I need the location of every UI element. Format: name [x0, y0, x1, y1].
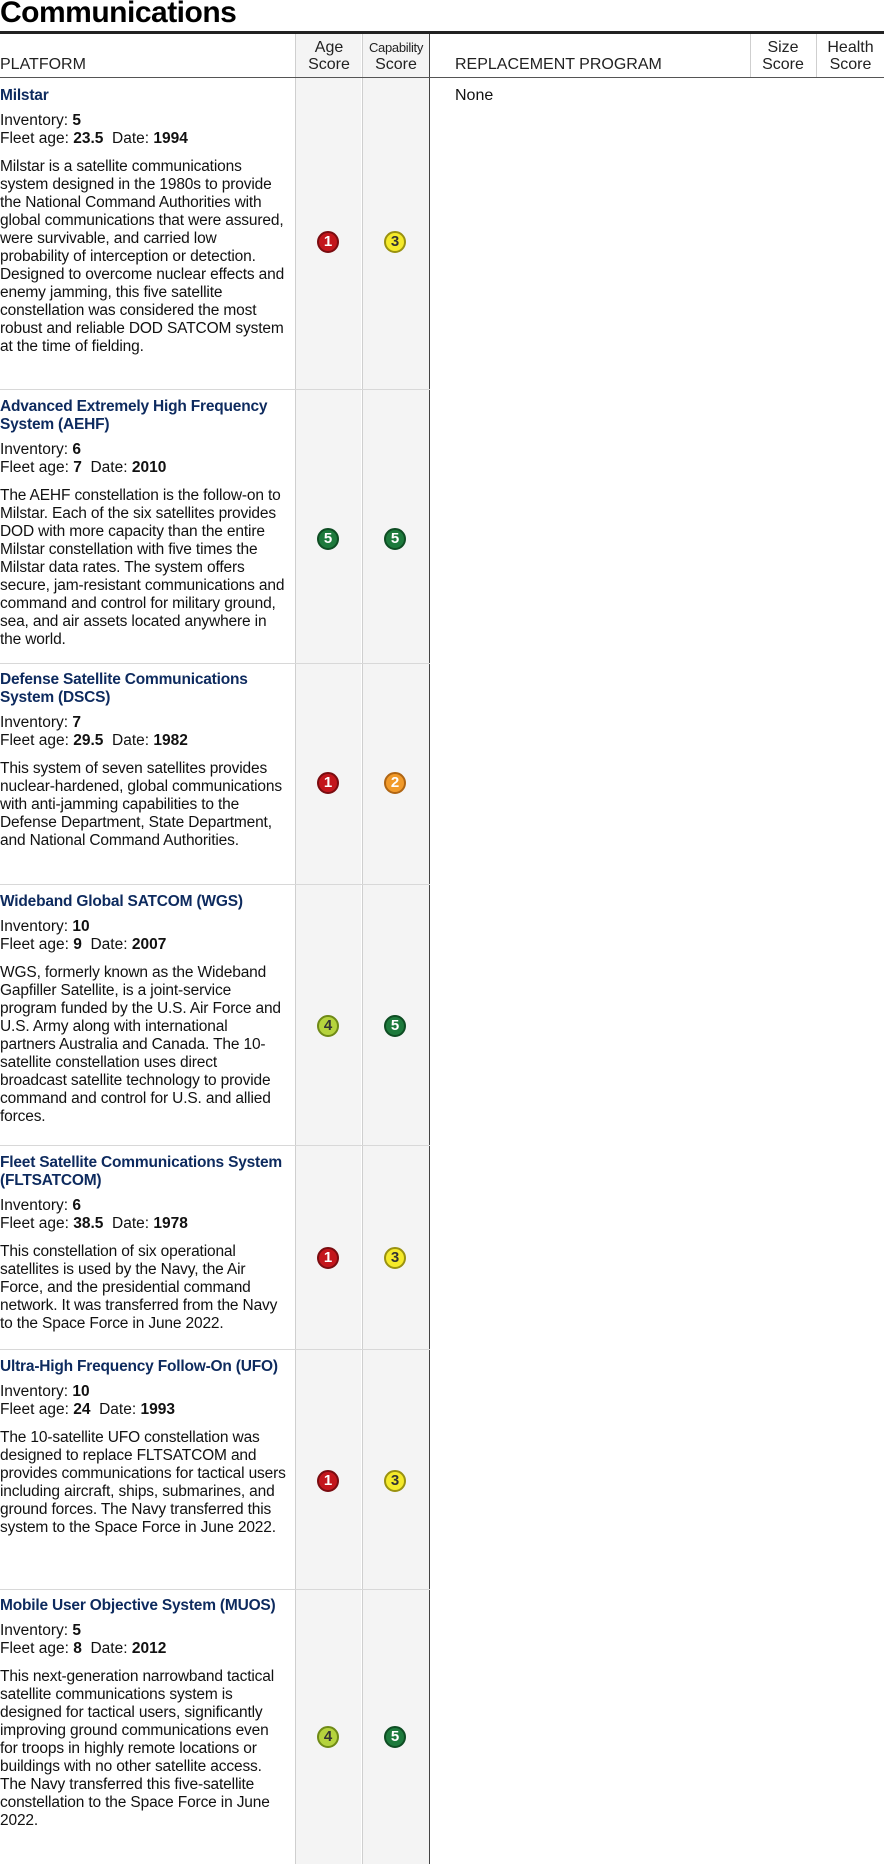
platform-row: [0, 87, 286, 356]
date-value: 2007: [131, 936, 167, 953]
date-value: 1978: [153, 1215, 188, 1232]
fleet-age-value: 24: [73, 1401, 91, 1418]
platform-description: This next-generation narrowband tactical satellite communications system is designed for tactical users, significantly improving ground communications even for troops in highly remote locations or buildings with no other satellite access. The Navy transferred this five-satellite constellation to the Space Force in June 2022.: [0, 1668, 275, 1829]
row-separator: [0, 1589, 430, 1590]
fleet-age-label: Fleet age:: [0, 459, 74, 476]
header-capability-line1: Capability: [368, 40, 424, 55]
date-value: 1993: [140, 1401, 175, 1418]
header-replacement: REPLACEMENT PROGRAM: [455, 56, 662, 73]
fleet-age-line: [0, 732, 286, 750]
platform-name: Fleet Satellite Communications System (FLTSATCOM): [0, 1154, 283, 1189]
date-label: Date:: [103, 732, 154, 749]
fleet-age-line: [0, 1215, 286, 1233]
platform-description: This system of seven satellites provides nuclear-hardened, global communications with anti-jamming capabilities to the Defense Department, State Department, and National Command Authorities.: [0, 760, 282, 849]
header-health-line1: Health: [827, 39, 874, 56]
age-score-badge: 1: [317, 1470, 339, 1492]
platform-row: [0, 1358, 286, 1537]
inventory-label: Inventory:: [0, 1622, 73, 1639]
fleet-age-label: Fleet age:: [0, 936, 74, 953]
date-label: Date:: [81, 459, 132, 476]
capability-score-badge: 3: [384, 1247, 406, 1269]
inventory-label: Inventory:: [0, 441, 73, 458]
platform-name: Wideband Global SATCOM (WGS): [0, 893, 243, 910]
row-separator: [0, 1145, 430, 1146]
fleet-age-value: 29.5: [73, 732, 104, 749]
fleet-age-label: Fleet age:: [0, 1215, 74, 1232]
platform-row: [0, 398, 286, 649]
date-value: 2012: [131, 1640, 167, 1657]
platform-description: The AEHF constellation is the follow-on to Milstar. Each of the six satellites provides DOD with more capacity than the entire Milstar constellation with five times the Milstar data rates. The system offers secure, jam-resistant communications and command and control for military ground, sea, and air assets located anywhere in the world.: [0, 487, 285, 648]
date-label: Date:: [81, 936, 132, 953]
page-title: Communications: [0, 0, 237, 29]
capability-score-badge: 5: [384, 1015, 406, 1037]
header-age-line2: Score: [308, 56, 350, 73]
inventory-line: [0, 714, 286, 732]
inventory-label: Inventory:: [0, 112, 73, 129]
fleet-age-label: Fleet age:: [0, 1401, 74, 1418]
fleet-age-label: Fleet age:: [0, 1640, 74, 1657]
inventory-value: 5: [72, 1622, 81, 1639]
platform-name: Advanced Extremely High Frequency System (AEHF): [0, 398, 268, 433]
inventory-value: 6: [72, 441, 81, 458]
inventory-line: [0, 918, 286, 936]
platform-row: [0, 893, 286, 1126]
platform-name: Ultra-High Frequency Follow-On (UFO): [0, 1358, 278, 1375]
header-rule: [0, 77, 884, 78]
inventory-line: [0, 112, 286, 130]
age-score-badge: 1: [317, 231, 339, 253]
header-size-score: [750, 39, 816, 73]
age-score-badge: 5: [317, 528, 339, 550]
inventory-label: Inventory:: [0, 918, 73, 935]
platform-description: WGS, formerly known as the Wideband Gapfiller Satellite, is a joint-service program funded by the U.S. Air Force and U.S. Army along with international partners Australia and Canada. The 10-satellite constellation uses direct broadcast satellite technology to provide command and control for U.S. and allied forces.: [0, 964, 281, 1125]
platform-row: [0, 1154, 286, 1333]
inventory-value: 7: [72, 714, 81, 731]
header-age-score: [296, 39, 362, 73]
fleet-age-value: 9: [73, 936, 82, 953]
date-label: Date:: [103, 1215, 154, 1232]
inventory-label: Inventory:: [0, 714, 73, 731]
date-value: 2010: [131, 459, 167, 476]
fleet-age-value: 38.5: [73, 1215, 104, 1232]
header-platform: PLATFORM: [0, 56, 86, 73]
title-rule: [0, 31, 884, 34]
platform-name: Defense Satellite Communications System (DSCS): [0, 671, 248, 706]
inventory-label: Inventory:: [0, 1197, 73, 1214]
platform-description: Milstar is a satellite communications system designed in the 1980s to provide the National Command Authorities with global communications that were assured, were survivable, and carried low probability of interception or detection. Designed to overcome nuclear effects and enemy jamming, this five satellite constellation was considered the most robust and reliable DOD SATCOM system at the time of fielding.: [0, 158, 285, 355]
inventory-line: [0, 1197, 286, 1215]
capability-score-badge: 5: [384, 528, 406, 550]
platform-description: The 10-satellite UFO constellation was designed to replace FLTSATCOM and provides communications for tactical users including aircraft, ships, submarines, and ground forces. The Navy transferred this system to the Space Force in June 2022.: [0, 1429, 286, 1536]
header-size-line2: Score: [762, 56, 804, 73]
age-score-badge: 4: [317, 1726, 339, 1748]
inventory-label: Inventory:: [0, 1383, 73, 1400]
inventory-line: [0, 1622, 286, 1640]
row-separator: [0, 884, 430, 885]
date-label: Date:: [103, 130, 154, 147]
platform-description: This constellation of six operational satellites is used by the Navy, the Air Force, and the presidential command network. It was transferred from the Navy to the Space Force in June 2022.: [0, 1243, 278, 1332]
header-capability-score: [363, 39, 429, 73]
row-separator: [0, 389, 430, 390]
date-value: 1982: [153, 732, 188, 749]
fleet-age-value: 7: [73, 459, 82, 476]
inventory-value: 6: [72, 1197, 81, 1214]
header-capability-line2: Score: [375, 56, 417, 73]
date-label: Date:: [90, 1401, 141, 1418]
age-score-badge: 4: [317, 1015, 339, 1037]
platform-row: [0, 671, 286, 850]
platform-row: [0, 1597, 286, 1830]
fleet-age-value: 8: [73, 1640, 82, 1657]
inventory-value: 10: [72, 1383, 90, 1400]
header-size-line1: Size: [767, 39, 799, 56]
platform-name: Milstar: [0, 87, 49, 104]
fleet-age-label: Fleet age:: [0, 130, 74, 147]
header-health-score: [817, 39, 884, 73]
fleet-age-line: [0, 459, 286, 477]
capability-score-badge: 5: [384, 1726, 406, 1748]
date-label: Date:: [81, 1640, 132, 1657]
inventory-line: [0, 441, 286, 459]
fleet-age-value: 23.5: [73, 130, 104, 147]
fleet-age-line: [0, 1640, 286, 1658]
capability-score-badge: 3: [384, 231, 406, 253]
row-separator: [0, 1349, 430, 1350]
replacement-program-value: None: [455, 87, 494, 104]
inventory-value: 10: [72, 918, 90, 935]
fleet-age-line: [0, 130, 286, 148]
age-score-badge: 1: [317, 1247, 339, 1269]
header-age-line1: Age: [314, 39, 344, 56]
fleet-age-label: Fleet age:: [0, 732, 74, 749]
inventory-line: [0, 1383, 286, 1401]
row-separator: [0, 663, 430, 664]
capability-score-badge: 3: [384, 1470, 406, 1492]
fleet-age-line: [0, 936, 286, 954]
age-score-badge: 1: [317, 772, 339, 794]
header-health-line2: Score: [829, 56, 872, 73]
inventory-value: 5: [72, 112, 81, 129]
date-value: 1994: [153, 130, 188, 147]
capability-score-badge: 2: [384, 772, 406, 794]
platform-name: Mobile User Objective System (MUOS): [0, 1597, 276, 1614]
fleet-age-line: [0, 1401, 286, 1419]
